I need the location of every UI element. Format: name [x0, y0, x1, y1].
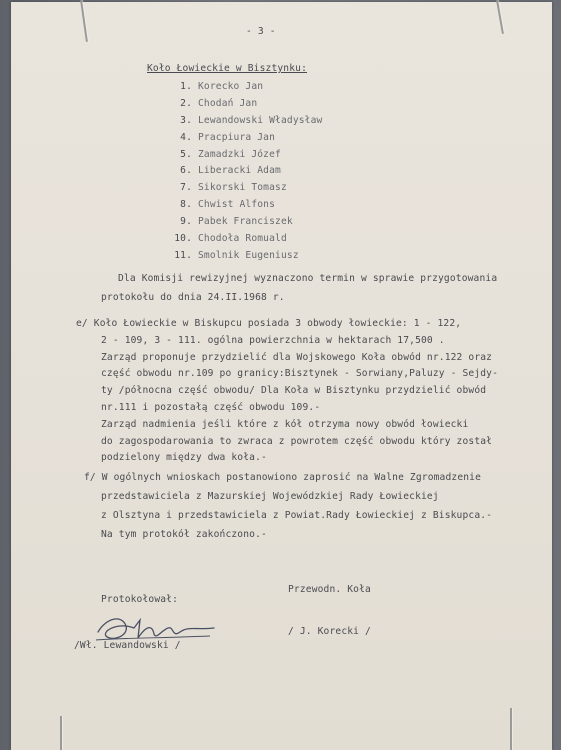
- member-name: Korecko Jan: [198, 81, 264, 92]
- member-name: Pracpiura Jan: [198, 131, 276, 143]
- member-item: [172, 132, 322, 149]
- right-signature-name: / J. Korecki /: [288, 626, 371, 637]
- member-item: [172, 81, 322, 98]
- member-number: 8.: [180, 199, 192, 211]
- member-list: [172, 81, 322, 267]
- member-name: Zamadzki Józef: [198, 148, 281, 160]
- member-number: 1.: [180, 81, 192, 92]
- member-name: Chwist Alfons: [198, 199, 276, 211]
- member-number: 11.: [174, 249, 192, 261]
- member-name: Liberacki Adam: [198, 165, 281, 177]
- section-heading: Koło Łowieckie w Bisztynku:: [147, 63, 307, 74]
- member-item: [172, 149, 322, 166]
- text-line: protokołu do dnia 24.II.1968 r.: [101, 291, 285, 303]
- member-number: 10.: [174, 233, 192, 245]
- left-signature-name: /Wł. Lewandowski /: [74, 640, 181, 651]
- text-line: Dla Komisji rewizyjnej wyznaczono termin w sprawie przygotowania: [118, 273, 498, 284]
- text-line: ty /północna część obwodu/ Dla Koła w Bisztynku przydzielić obwód: [101, 385, 487, 397]
- text-line: 2 - 109, 3 - 111. ogólna powierzchnia w hektarach 17,500 .: [101, 334, 445, 346]
- text-line: Zarząd nadmienia jeśli które z kół otrzyma nowy obwód łowiecki: [101, 418, 469, 430]
- text-line: podzielony między dwa koła.-: [101, 452, 267, 464]
- text-line: nr.111 i pozostałą część obwodu 109.-: [101, 402, 321, 413]
- member-item: [172, 165, 322, 182]
- text-line: do zagospodarowania to zwraca z powrotem część obwodu który został: [101, 435, 493, 447]
- member-item: [172, 182, 322, 199]
- member-number: 3.: [180, 114, 192, 126]
- page-number: - 3 -: [246, 26, 276, 37]
- text-line: e/ Koło Łowieckie w Biskupcu posiada 3 obwody łowieckie: 1 - 122,: [76, 318, 462, 329]
- member-item: [172, 250, 322, 267]
- member-name: Pabek Franciszek: [198, 216, 293, 228]
- text-line: z Olsztyna i przedstawiciela z Powiat.Rady Łowieckiej z Biskupca.-: [101, 509, 493, 521]
- member-number: 9.: [180, 216, 192, 228]
- member-item: [172, 98, 322, 115]
- member-item: [172, 199, 322, 216]
- member-item: [172, 233, 322, 250]
- left-signature-role: Protokołował:: [101, 594, 179, 605]
- member-item: [172, 216, 322, 233]
- text-line: przedstawiciela z Mazurskiej Wojewódzkiej Rady Łowieckiej: [101, 490, 439, 502]
- member-name: Chodań Jan: [198, 97, 258, 109]
- member-number: 4.: [180, 131, 192, 143]
- pin-bottom-left: [60, 716, 62, 750]
- text-line: Zarząd proponuje przydzielić dla Wojskowego Koła obwód nr.122 oraz: [101, 351, 493, 363]
- closing-line: Na tym protokół zakończono.-: [101, 529, 267, 540]
- member-number: 2.: [180, 97, 192, 109]
- member-number: 5.: [180, 148, 192, 160]
- text-line: część obwodu nr.109 po granicy:Bisztynek - Sorwiany,Paluzy - Sejdy-: [101, 368, 499, 380]
- member-number: 7.: [180, 182, 192, 194]
- member-number: 6.: [180, 165, 192, 177]
- member-item: [172, 115, 322, 132]
- member-name: Smolnik Eugeniusz: [198, 249, 299, 261]
- text-line: f/ W ogólnych wnioskach postanowiono zaprosić na Walne Zgromadzenie: [84, 472, 482, 483]
- member-name: Lewandowski Władysław: [198, 114, 323, 126]
- right-signature-role: Przewodn. Koła: [288, 584, 371, 595]
- pin-bottom-right: [510, 708, 512, 750]
- member-name: Sikorski Tomasz: [198, 182, 287, 194]
- member-name: Chodoła Romuald: [198, 233, 287, 245]
